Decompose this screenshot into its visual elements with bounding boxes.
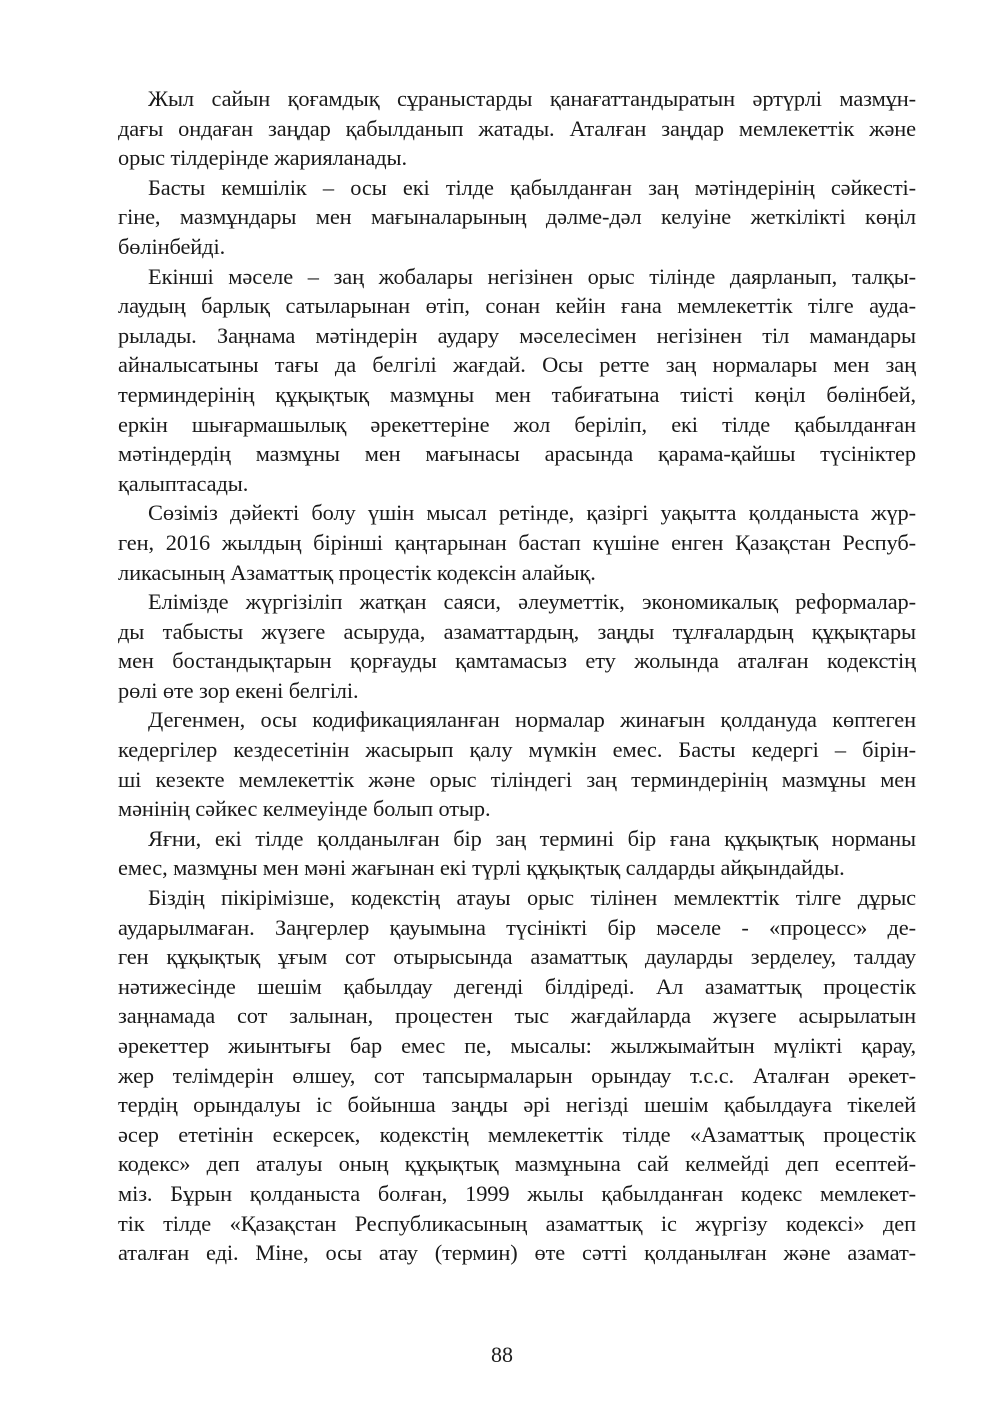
paragraph	[88, 262, 916, 499]
text-line: ші кезекте мемлекеттік және орыс тіліндегі заң терминдерінің мазмұны мен	[118, 766, 916, 792]
text-line: Біздің пікірімізше, кодекстің атауы орыс тілінен мемлекттік тілге дұрыс	[148, 885, 916, 911]
text-line: лаудың барлық сатыларынан өтіп, сонан кейін ғана мемлекеттік тілге ауда-	[118, 293, 916, 319]
paragraph	[88, 173, 916, 262]
text-line: мәтіндердің мазмұны мен мағынасы арасында қарама-қайшы түсініктер	[118, 441, 916, 467]
text-line: Екінші мәселе – заң жобалары негізінен орыс тілінде даярланып, талқы-	[148, 263, 916, 289]
text-line: Жыл сайын қоғамдық сұраныстарды қанағаттандыратын әртүрлі мазмұн-	[148, 86, 916, 111]
text-line: терминдерінің құқықтық мазмұны мен табиғатына тиісті көңіл бөлінбей,	[118, 381, 916, 407]
body-text	[88, 84, 916, 1268]
text-line: Дегенмен, осы кодификацияланған нормалар жинағын қолдануда көптеген	[148, 707, 916, 733]
text-line: әсер ететінін ескерсек, кодекстің мемлекеттік тілде «Азаматтық процестік	[118, 1121, 916, 1147]
text-line: нәтижесінде шешім қабылдау дегенді білдіреді. Ал азаматтық процестік	[118, 973, 916, 999]
text-line: орыс тілдерінде жарияланады.	[118, 145, 407, 171]
text-line: ген, 2016 жылдың бірінші қаңтарынан бастап күшіне енген Қазақстан Респуб-	[118, 529, 916, 555]
text-line: тердің орындалуы іс бойынша заңды әрі негізді шешім қабылдауға тікелей	[118, 1092, 916, 1118]
text-line: гіне, мазмұндары мен мағыналарының дәлме-дәл келуіне жеткілікті көңіл	[118, 204, 916, 230]
paragraph	[88, 883, 916, 1268]
text-line: рөлі өте зор екені белгілі.	[118, 677, 359, 703]
text-line: аударылмаған. Заңгерлер қауымына түсінікті бір мәселе - «процесс» де-	[118, 914, 916, 940]
text-line: айналысатыны тағы да белгілі жағдай. Осы ретте заң нормалары мен заң	[118, 352, 916, 378]
text-line: Басты кемшілік – осы екі тілде қабылданған заң мәтіндерінің сәйкесті-	[148, 174, 916, 200]
text-line: Елімізде жүргізіліп жатқан саяси, әлеуметтік, экономикалық реформалар-	[148, 589, 916, 615]
text-line: заңнамада сот залынан, процестен тыс жағдайларда жүзеге асырылатын	[118, 1003, 916, 1029]
text-line: мәнінің сәйкес келмеуінде болып отыр.	[118, 796, 491, 822]
paragraph	[88, 84, 916, 173]
text-line: ген құқықтық ұғым сот отырысында азаматтық дауларды зерделеу, талдау	[118, 944, 916, 970]
text-line: Яғни, екі тілде қолданылған бір заң термині бір ғана құқықтық норманы	[148, 825, 916, 851]
text-line: дағы ондаған заңдар қабылданып жатады. Аталған заңдар мемлекеттік және	[118, 115, 916, 141]
text-line: мен бостандықтарын қорғауды қамтамасыз ету жолында аталған кодекстің	[118, 648, 916, 674]
text-line: міз. Бұрын қолданыста болған, 1999 жылы қабылданған кодекс мемлекет-	[118, 1180, 916, 1206]
text-line: жер телімдерін өлшеу, сот тапсырмаларын орындау т.с.с. Аталған әрекет-	[118, 1062, 916, 1088]
text-line: емес, мазмұны мен мәні жағынан екі түрлі құқықтық салдарды айқындайды.	[118, 855, 845, 881]
paragraph	[88, 587, 916, 705]
text-line: рылады. Заңнама мәтіндерін аудару мәселесімен негізінен тіл мамандары	[118, 322, 916, 348]
text-line: кодекс» деп аталуы оның құқықтық мазмұнына сай келмейді деп есептей-	[118, 1151, 916, 1177]
text-line: тік тілде «Қазақстан Республикасының азаматтық іс жүргізу кодексі» деп	[118, 1210, 916, 1236]
page-number: 88	[491, 1342, 513, 1367]
text-line: аталған еді. Міне, осы атау (термин) өте сәтті қолданылған және азамат-	[118, 1240, 916, 1266]
paragraph	[88, 824, 916, 883]
paragraph	[88, 705, 916, 823]
text-line: Сөзіміз дәйекті болу үшін мысал ретінде, қазіргі уақытта қолданыста жүр-	[148, 500, 916, 526]
text-line: ликасының Азаматтық процестік кодексін алайық.	[118, 559, 596, 585]
text-line: кедергілер кездесетінін жасырып қалу мүмкін емес. Басты кедергі – бірін-	[118, 737, 916, 763]
paragraph	[88, 498, 916, 587]
text-line: бөлінбейді.	[118, 233, 226, 259]
text-line: ды табысты жүзеге асыруда, азаматтардың, заңды тұлғалардың құқықтары	[118, 618, 916, 644]
text-line: еркін шығармашылық әрекеттеріне жол беріліп, екі тілде қабылданған	[118, 411, 916, 437]
text-line: әрекеттер жиынтығы бар емес пе, мысалы: жылжымайтын мүлікті қарау,	[118, 1033, 916, 1058]
text-line: қалыптасады.	[118, 470, 249, 496]
